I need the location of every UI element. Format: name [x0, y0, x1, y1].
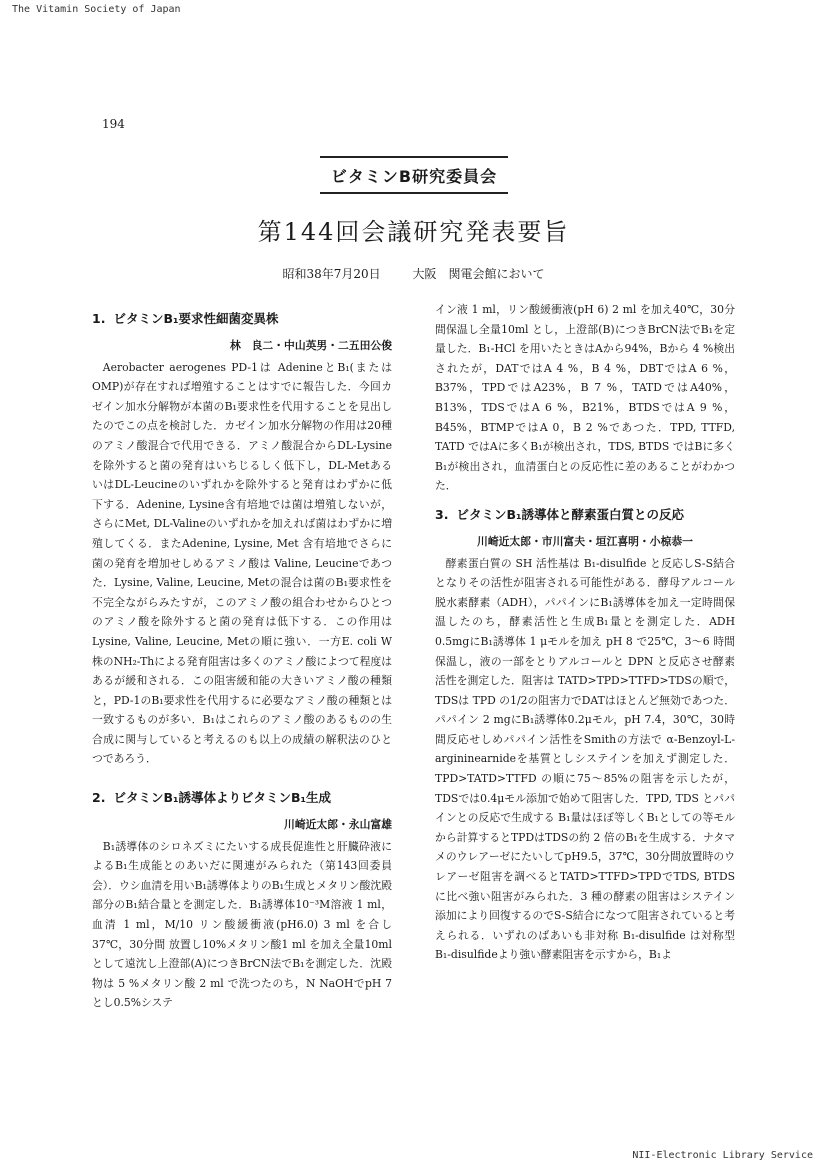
section-1-authors: 林 良二・中山英男・二五田公俊: [230, 339, 392, 352]
section-3-heading: ビタミンB₁誘導体と酵素蛋白質との反応: [456, 506, 684, 522]
section-1-body: Aerobacter aerogenes PD-1は AdenineとB₁(またはOMP)が存在すれば増殖することはすでに報告した．今回カゼイン加水分解物が本菌のB₁要求性を代用することを見出したのでこの点を検討した．カゼイン加水分解物の作用は20種のアミノ酸混合で代用できる．アミノ酸混合からDL-Lysineを除外すると菌の発育はいちじるしく低下し，DL-MetあるいはDL-Leucineのいずれかを除外すると発育はわずかに低下する．Adenine, Lysine含有培地では菌は増殖しないが，さらにMet, DL-Valineのいずれかを加えれば菌はわずかに増殖してくる．またAdenine, Lysine, Met 含有培地でさらに菌の発育を増加せしめるアミノ酸は Valine, Leucineであつた．Lysine, Valine, Leucine, Metの混合は菌のB₁要求性を不完全ながらみたすが，このアミノ酸の組合わせからひとつのアミノ酸を除外すると菌の発育は低下する．この作用は Lysine, Valine, Leucine, Metの順に強い．一方E. coli W株のNH₂-Thによる発育阻害は多くのアミノ酸によつて程度はあるが緩和される．この阻害緩和能の大きいアミノ酸の種類と，PD-1のB₁要求性を代用するに必要なアミノ酸の種類とは一致するものが多い．B₁はこれらのアミノ酸のあるものの生合成に関与していると考えるのも以上の成績の解釈法のひとつであろう．: [92, 360, 392, 766]
left-column: [92, 300, 392, 1013]
section-2-body: B₁誘導体のシロネズミにたいする成長促進性と肝臓砕液によるB₁生成能とのあいだに関連がみられた（第143回委員会）．ウシ血清を用いB₁誘導体よりのB₁生成とメタリン酸沈殿部分のB₁結合量とを測定した．B₁誘導体10⁻³M溶液 1 ml，血清 1 ml，M/10 リン酸緩衝液(pH6.0) 3 ml を合し 37℃，30分間 放置し10%メタリン酸1 ml を加え全量10ml として遠沈し上澄部(A)につきBrCN法でB₁を測定した．沈殿物は 5 %メタリン酸 2 ml で洗つたのち，N NaOHでpH 7 とし0.5%システ: [92, 839, 392, 1010]
section-1-title: [92, 308, 392, 330]
society-header: The Vitamin Society of Japan: [12, 4, 181, 15]
section-1-number: 1.: [92, 311, 106, 326]
section-3-number: 3.: [435, 506, 449, 522]
section-2-body-continued: イン液 1 ml，リン酸緩衝液(pH 6) 2 ml を加え40℃，30分間保温し全量10ml とし，上澄部(B)につきBrCN法でB₁を定量した．B₁-HCl を用いたときはAから94%，Bから 4 %検出されたが，DATではA 4 %，B 4 %，DBTではA 6 %，B37%，TPDではA23%，B 7 %，TATDではA40%，B13%，TDSではA 6 %，B21%，BTDSではA 9 %，B45%，BTMPではA 0，B 2 %であつた．TPD, TTFD, TATD ではAに多くB₁が検出され，TDS, BTDS ではBに多くB₁が検出され，血清蛋白との反応性に差のあることがわかつた．: [435, 303, 735, 493]
page-number: 194: [102, 117, 125, 131]
section-2-heading: ビタミンB₁誘導体よりビタミンB₁生成: [113, 790, 331, 806]
section-2-title: [92, 787, 392, 809]
meeting-place: 大阪 関電会館において: [412, 267, 545, 281]
meeting-date: 昭和38年7月20日: [282, 267, 381, 281]
page-title: 第144回会議研究発表要旨: [257, 218, 570, 246]
section-3-body: 酵素蛋白質の SH 活性基は B₁-disulfide と反応しS-S結合となりその活性が阻害される可能性がある．酵母アルコール脱水素酵素（ADH），パパインにB₁誘導体を加え一定時間保温したのち，酵素活性と生成B₁量とを測定した．ADH 0.5mgにB₁誘導体 1 μモルを加え pH 8 で25℃，3〜6 時間保温し，液の一部をとりアルコールと DPN と反応させ酵素活性を測定した．阻害は TATD>TPD>TTFD>TDSの順で，TDSは TPD の1/2の阻害力でDATはほとんど無効であつた．パパイン 2 mgにB₁誘導体0.2μモル，pH 7.4，30℃，30時間反応せしめパパイン活性をSmithの方法で α-Benzoyl-L-argininearnideを基質としシステインを加えず測定した．TPD>TATD>TTFD の順に75〜85%の阻害を示したが，TDSでは0.4μモル添加で始めて阻害した．TPD, TDS とパパインとの反応で生成する B₁量はほぼ等しくB₁としての等モルから計算するとTPDはTDSの約 2 倍のB₁を生成する．ナタマメのウレアーゼにたいしてpH9.5，37℃，30分間放置時のウレアーゼ阻害を調べるとTATD>TTFD>TPDでTDS, BTDSに比べ強い阻害がみられた．3 種の酵素の阻害はシステイン添加により回復するのでS-S結合になつて阻害されていると考えられる．いずれのばあいも非対称 B₁-disulfide は対称型B₁-disulfideより強い酵素阻害を示すから，B₁よ: [435, 556, 735, 962]
section-3-title: [435, 504, 735, 526]
library-footer: NII-Electronic Library Service: [632, 1150, 813, 1161]
section-2-authors: 川崎近太郎・永山富雄: [284, 818, 392, 832]
meeting-info: [0, 265, 827, 282]
right-column: [435, 300, 735, 965]
section-2-number: 2.: [92, 790, 106, 806]
committee-heading: ビタミンB研究委員会: [320, 156, 508, 194]
section-3-authors: 川崎近太郎・市川富夫・垣江喜明・小椋恭一: [477, 534, 693, 548]
section-1-heading: ビタミンB₁要求性細菌変異株: [113, 311, 279, 326]
